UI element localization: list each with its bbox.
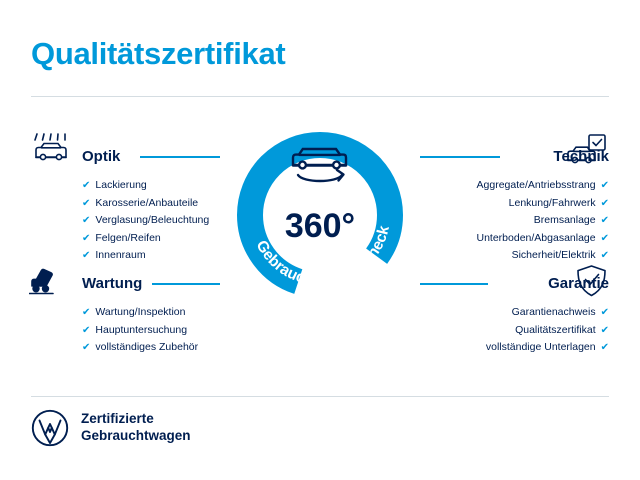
- list-item: [82, 177, 209, 195]
- footer-divider: [31, 396, 609, 397]
- section-heading-technik: Technik: [553, 148, 609, 165]
- list-item-label: Wartung/Inspektion: [95, 306, 186, 318]
- list-item-label: vollständige Unterlagen: [485, 341, 596, 353]
- car-wash-icon: [30, 133, 74, 174]
- check-icon: ✔: [82, 215, 91, 226]
- list-item: [477, 247, 610, 265]
- list-item-label: Aggregate/Antriebsstrang: [476, 179, 596, 191]
- list-item-label: Unterboden/Abgasanlage: [476, 231, 596, 244]
- list-item: [82, 247, 209, 265]
- list-item-label: Garantienachweis: [511, 306, 596, 318]
- check-icon: ✔: [600, 197, 609, 209]
- check-icon: ✔: [600, 342, 609, 353]
- footer-line-1: Zertifizierte: [81, 411, 154, 426]
- section-heading-optik: Optik: [82, 148, 121, 165]
- check-icon: ✔: [600, 215, 609, 226]
- check-icon: ✔: [600, 307, 609, 318]
- list-wartung: [82, 304, 198, 357]
- 360-check-badge: [225, 120, 415, 310]
- check-icon: ✔: [82, 250, 91, 261]
- list-item-label: Hauptuntersuchung: [95, 323, 188, 336]
- list-item-label: Felgen/Reifen: [95, 231, 161, 244]
- footer-brand-text: [81, 410, 191, 444]
- page-title: Qualitätszertifikat: [31, 36, 286, 71]
- list-item: [82, 304, 198, 322]
- list-item: [82, 195, 209, 213]
- list-item-label: Bremsanlage: [533, 214, 596, 226]
- list-item: [82, 212, 209, 230]
- footer-line-2: Gebrauchtwagen: [81, 428, 191, 443]
- check-icon: ✔: [82, 197, 91, 209]
- list-item-label: Qualitätszertifikat: [515, 323, 596, 336]
- list-item: [477, 195, 610, 213]
- check-icon: ✔: [600, 180, 609, 191]
- section-heading-wartung: Wartung: [82, 275, 143, 292]
- list-item-label: Verglasung/Beleuchtung: [95, 214, 210, 226]
- check-icon: ✔: [82, 232, 91, 244]
- list-item: [477, 230, 610, 248]
- list-item-label: Lenkung/Fahrwerk: [508, 196, 596, 209]
- list-garantie: [486, 304, 609, 357]
- section-rule-optik: [140, 156, 220, 158]
- list-item-label: Lackierung: [95, 179, 147, 191]
- check-icon: ✔: [600, 232, 609, 244]
- list-item: [486, 304, 609, 322]
- check-icon: ✔: [600, 324, 609, 336]
- list-item: [477, 177, 610, 195]
- section-rule-garantie: [420, 283, 488, 285]
- list-optik: [82, 177, 209, 265]
- list-technik: [477, 177, 610, 265]
- check-icon: ✔: [600, 250, 609, 261]
- list-item-label: Karosserie/Anbauteile: [95, 196, 199, 209]
- car-lift-icon: [29, 265, 73, 303]
- vw-logo: [31, 409, 69, 452]
- list-item: [486, 322, 609, 340]
- check-icon: ✔: [82, 180, 91, 191]
- list-item: [486, 339, 609, 357]
- list-item-label: vollständiges Zubehör: [95, 341, 199, 353]
- section-heading-garantie: Garantie: [548, 275, 609, 292]
- check-icon: ✔: [82, 324, 91, 336]
- list-item: [477, 212, 610, 230]
- list-item-label: Sicherheit/Elektrik: [511, 249, 596, 261]
- svg-text:Gebrauchtwagen-Check: Gebrauchtwagen-Check: [252, 224, 393, 290]
- check-icon: ✔: [82, 307, 91, 318]
- list-item: [82, 230, 209, 248]
- section-rule-technik: [420, 156, 500, 158]
- list-item: [82, 339, 198, 357]
- section-rule-wartung: [152, 283, 220, 285]
- list-item-label: Innenraum: [95, 249, 146, 261]
- title-divider: [31, 96, 609, 97]
- check-icon: ✔: [82, 342, 91, 353]
- badge-degrees-label: 360°: [284, 206, 356, 245]
- list-item: [82, 322, 198, 340]
